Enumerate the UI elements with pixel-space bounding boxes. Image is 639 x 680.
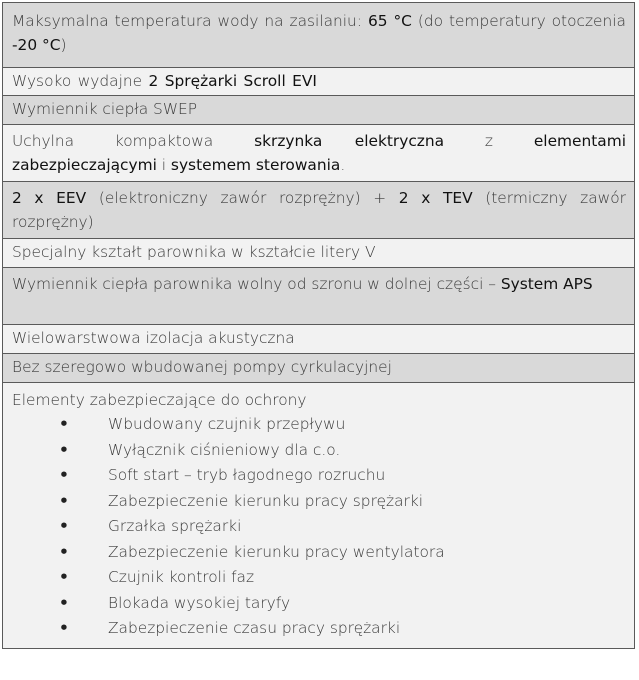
text-segment: Wielowarstwowa izolacja akustyczna [12,329,295,347]
list-item-label: Zabezpieczenie kierunku pracy wentylatora [108,542,445,561]
text-segment: Maksymalna temperatura wody na zasilaniu: [12,12,368,30]
list-item [12,438,626,464]
list-item [12,591,626,617]
bullet-icon: • [59,517,69,535]
highlight-eev: 2 x EEV [12,189,87,207]
highlight-safety-elements: elementami zabezpieczającymi [12,132,626,174]
highlight-tev: 2 x TEV [398,189,473,207]
row-swep [3,96,634,125]
bullet-icon: • [59,593,69,612]
bullet-icon: • [59,440,69,459]
list-item-label: Wbudowany czujnik przepływu [108,415,346,433]
protection-heading: Elementy zabezpieczające do ochrony [12,391,307,409]
row-compressors [3,68,634,96]
bullet-icon: • [59,568,69,586]
bullet-icon: • [59,542,69,561]
list-item [12,514,626,540]
list-item-label: Zabezpieczenie czasu pracy sprężarki [108,619,401,637]
list-item-label: Wyłącznik ciśnieniowy dla c.o. [108,440,341,459]
bullet-icon: • [59,491,69,510]
row-insulation [3,325,634,354]
list-item-label: Soft start – tryb łagodnego rozruchu [108,466,386,484]
protection-list [12,412,626,642]
row-protection-elements [3,383,634,648]
row-aps [3,268,634,325]
text-segment: (termiczny zawór rozprężny) [12,189,626,231]
list-item [12,412,626,438]
list-item-label: Zabezpieczenie kierunku pracy sprężarki [108,491,424,510]
list-item [12,565,626,591]
highlight-electric-box: skrzynka elektryczna [254,132,445,150]
text-segment: Wymiennik ciepła SWEP [12,100,198,118]
highlight-compressors: 2 Sprężarki Scroll EVI [148,72,317,90]
text-segment: Wysoko wydajne [12,72,149,90]
bullet-icon: • [59,415,69,433]
row-valves [3,182,634,239]
highlight-control-system: systemem sterowania [170,156,341,174]
text-segment: Uchylna kompaktowa [12,132,255,150]
row-electric-box [3,125,634,182]
text-segment: (elektroniczny zawór rozprężny) + [86,189,399,207]
list-item-label: Blokada wysokiej taryfy [108,593,291,612]
highlight-temperature-minus20: -20 °C [12,36,61,54]
text-segment: Bez szeregowo wbudowanej pompy cyrkulacyjnej [12,358,392,376]
list-item [12,489,626,515]
bullet-icon: • [59,466,69,484]
bullet-icon: • [59,619,69,637]
text-segment: ) [60,36,67,54]
text-segment: i [156,156,171,174]
text-segment: (do temperatury otoczenia [411,12,626,30]
row-evaporator-shape [3,239,634,268]
highlight-temperature-65: 65 °C [367,12,412,30]
feature-table [2,2,635,649]
text-segment: . [340,156,346,174]
text-segment: Specjalny kształt parownika w kształcie litery V [12,243,376,261]
list-item-label: Grzałka sprężarki [108,517,242,535]
row-max-temperature [3,3,634,68]
list-item [12,616,626,642]
list-item-label: Czujnik kontroli faz [108,568,255,586]
list-item [12,540,626,566]
text-segment: z [444,132,534,150]
highlight-system-aps: System APS [500,275,593,293]
list-item [12,463,626,489]
text-segment: Wymiennik ciepła parownika wolny od szronu w dolnej części – [12,275,501,293]
row-no-pump [3,354,634,383]
